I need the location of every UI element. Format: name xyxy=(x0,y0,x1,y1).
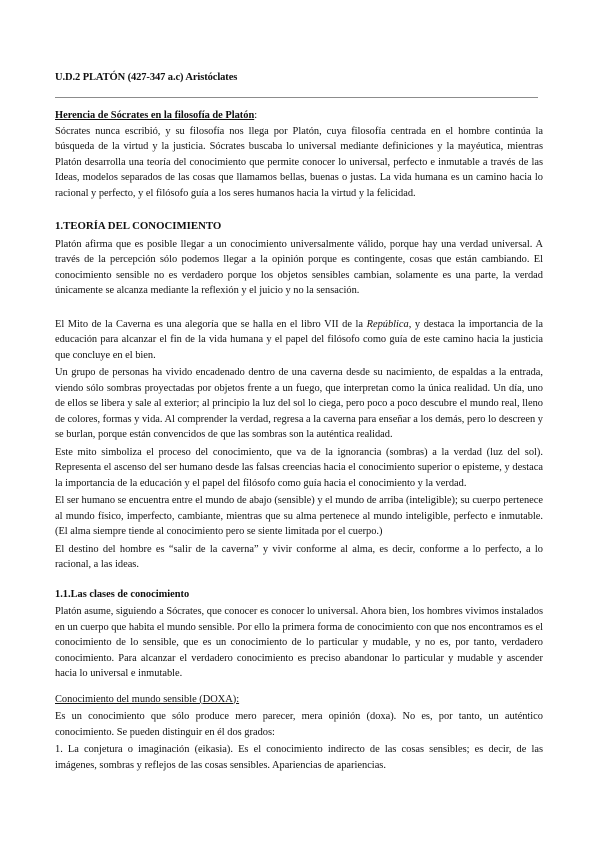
teoria-heading: 1.TEORÍA DEL CONOCIMIENTO xyxy=(55,220,222,232)
caverna-paragraph-1 xyxy=(55,317,543,364)
caverna-paragraph-3: Este mito simboliza el proceso del conocimiento, que va de la ignorancia (sombras) a la verdad (luz del sol). Representa el ascenso del ser humano desde las falsas creencias hacia el conocimiento superior o episteme, y destaca la importancia de la educación y el papel del filósofo como guía hacia el conocimiento y la verdad. xyxy=(55,446,543,489)
document-title: U.D.2 PLATÓN (427-347 a.c) Aristóclates xyxy=(55,72,238,83)
document-body xyxy=(55,108,543,773)
caverna-p1-start: El Mito de la Caverna es una alegoría que se halla en el libro VII de la xyxy=(55,318,367,330)
caverna-p1-end: , y destaca la importancia de la educación para alcanzar el fin de la vida humana y el papel del filósofo como guía de este camino hacia la justicia que concluye en el bien. xyxy=(55,318,544,361)
title-divider xyxy=(55,97,538,98)
doxa-heading: Conocimiento del mundo sensible (DOXA): xyxy=(55,693,240,705)
caverna-paragraph-4: El ser humano se encuentra entre el mundo de abajo (sensible) y el mundo de arriba (inteligible); su cuerpo pertenece al mundo físico, imperfecto, cambiante, mientras que su alma pertenece al mundo inteligible, perfecto e inmutable. (El alma siempre tiende al conocimiento pero se siente limitada por el cuerpo.) xyxy=(55,495,543,537)
doxa-list-item-1: 1. La conjetura o imaginación (eikasia). Es el conocimiento indirecto de las cosas sensibles; es decir, de las imágenes, sombras y reflejos de las cosas sensibles. Apariencias de apariencias. xyxy=(55,744,543,771)
republica-title: República xyxy=(366,318,409,330)
clases-heading: 1.1.Las clases de conocimiento xyxy=(55,588,190,600)
doxa-paragraph: Es un conocimiento que sólo produce mero parecer, mera opinión (doxa). No es, por tanto, un auténtico conocimiento. Se pueden distinguir en él dos grados: xyxy=(55,711,543,738)
caverna-paragraph-2: Un grupo de personas ha vivido encadenado dentro de una caverna desde su nacimiento, de espaldas a la entrada, viendo sólo sombras proyectadas por objetos frente a un fuego, que interpretan como la única realidad. Un día, uno de ellos se libera y sale al exterior; al principio la luz del sol lo ciega, pero poco a poco descubre el mundo real, lleno de colores, formas y vida. Al comprender la verdad, regresa a la caverna para enseñar a los demás, pero lo descreen y se burlan, porque están convencidos de que las sombras son la auténtica realidad. xyxy=(55,367,543,440)
caverna-paragraph-5: El destino del hombre es “salir de la caverna” y vivir conforme al alma, es decir, conforme a lo perfecto, a lo racional, a las ideas. xyxy=(55,543,543,570)
clases-paragraph: Platón asume, siguiendo a Sócrates, que conocer es conocer lo universal. Ahora bien, los hombres vivimos instalados en un cuerpo que habita el mundo sensible. Por ello la primera forma de conocimiento con que nos encontramos es el conocimiento de lo sensible, que es un conocimiento de lo particular y mudable, y no es, por tanto, verdadero conocimiento. Para alcanzar el verdadero conocimiento es preciso abandonar lo particular y mudable y ascender hacia lo universal e inmutable. xyxy=(55,606,543,679)
herencia-colon: : xyxy=(254,110,258,121)
herencia-paragraph: Sócrates nunca escribió, y su filosofía nos llega por Platón, cuya filosofía centrada en el hombre continúa la búsqueda de la virtud y la justicia. Sócrates buscaba lo universal mediante definiciones y la mayéutica, mientras Platón desarrolla una teoría del conocimiento que permite conocer lo universal, perfecto e inmutable a través de las Ideas, modelos separados de las cosas que llamamos bellas, buenas o justas. La vida humana es un camino hacia lo racional y perfecto, y el filósofo guía a los seres humanos hacia la virtud y la felicidad. xyxy=(55,125,543,199)
teoria-paragraph: Platón afirma que es posible llegar a un conocimiento universalmente válido, porque hay una verdad universal. A través de la percepción sólo podemos llegar a la opinión porque es contingente, cosas que están cambiando. El conocimiento sensible no es verdadero porque los objetos sensibles cambian, solamente es una parte, la verdad únicamente se alcanza mediante la reflexión y el juicio y no la sensación. xyxy=(55,238,543,296)
herencia-title: Herencia de Sócrates en la filosofía de Platón xyxy=(55,110,255,121)
herencia-heading xyxy=(55,108,543,124)
